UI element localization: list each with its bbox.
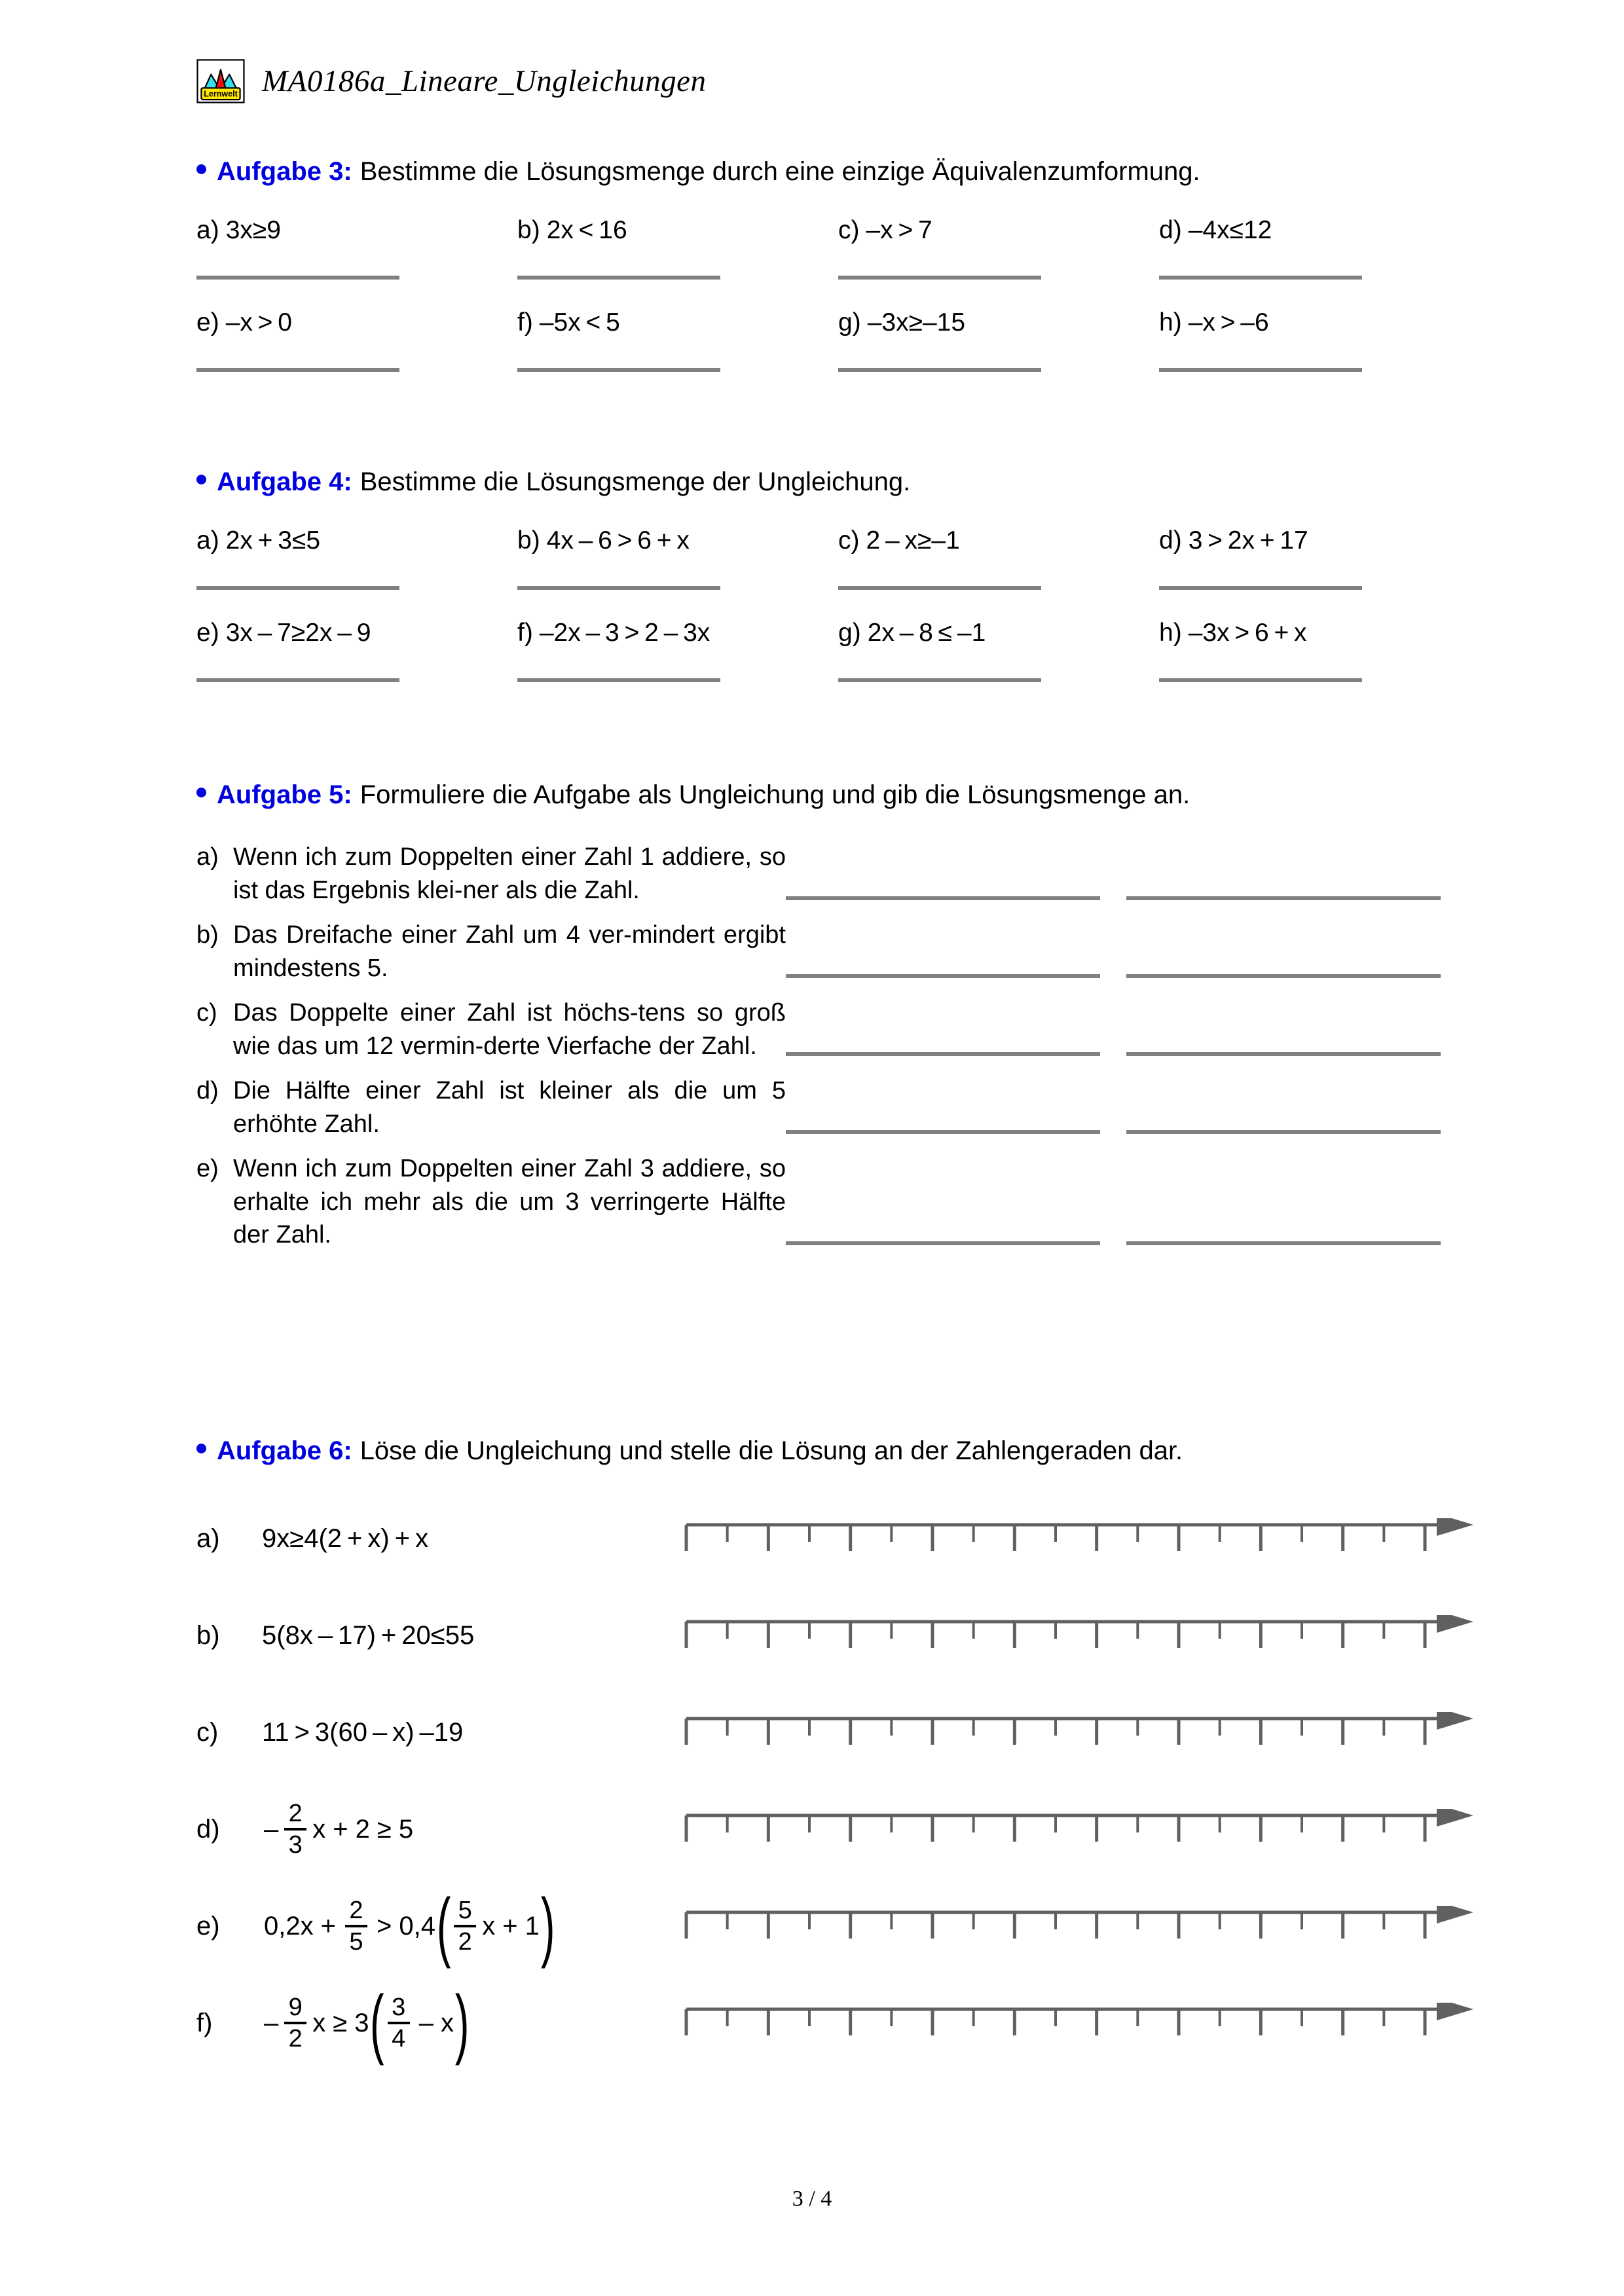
list-item xyxy=(196,996,1480,1063)
exercise-expression xyxy=(838,525,1146,557)
term: x xyxy=(312,2008,326,2037)
item-label: e) xyxy=(196,308,219,337)
operator: + xyxy=(333,1814,348,1844)
answer-line[interactable] xyxy=(786,974,1100,978)
task-3-row-2 xyxy=(196,307,1480,372)
arrowhead-icon xyxy=(1437,1809,1473,1827)
bullet-icon xyxy=(196,164,206,174)
item-label: e) xyxy=(196,1155,219,1183)
answer-line[interactable] xyxy=(1159,586,1362,590)
answer-line[interactable] xyxy=(196,586,399,590)
item-body: Wenn ich zum Doppelten einer Zahl 3 addiere, so erhalte ich mehr als die um 3 verringerte Hälfte der Zahl. xyxy=(233,1155,786,1249)
answer-line[interactable] xyxy=(196,276,399,280)
answer-line[interactable] xyxy=(1126,974,1441,978)
term: 1 xyxy=(525,1911,540,1941)
item-label: a) xyxy=(196,216,219,244)
item-label: d) xyxy=(196,1814,220,1844)
lernwelt-logo-icon xyxy=(196,59,245,103)
task-5-instruction: Formuliere die Aufgabe als Ungleichung und gib die Lösungsmenge an. xyxy=(360,780,1190,809)
number-line-container xyxy=(655,1809,1480,1850)
item-expr: 11 > 3(60 – x) –19 xyxy=(262,1717,464,1747)
item-label: c) xyxy=(838,216,860,244)
task-4-section xyxy=(196,466,1480,682)
fraction-denominator: 4 xyxy=(392,2025,406,2052)
number-line[interactable] xyxy=(681,1518,1473,1559)
answer-line[interactable] xyxy=(517,678,720,682)
answer-line[interactable] xyxy=(517,276,720,280)
item-label: h) xyxy=(1159,618,1182,647)
number-line[interactable] xyxy=(681,1712,1473,1753)
number-line-container xyxy=(655,2003,1480,2043)
operator: – xyxy=(418,2008,434,2037)
item-label: b) xyxy=(517,526,540,555)
exercise-expression xyxy=(196,1882,655,1969)
item-label: g) xyxy=(838,618,861,647)
item-body: Wenn ich zum Doppelten einer Zahl 1 addiere, so ist das Ergebnis klei-ner als die Zahl. xyxy=(233,843,786,904)
item-expr: 4x – 6 > 6 + x xyxy=(546,526,690,555)
number-line[interactable] xyxy=(681,1906,1473,1946)
task-4-heading xyxy=(196,466,1480,498)
exercise-cell xyxy=(838,525,1159,590)
item-label: a) xyxy=(196,1523,220,1553)
answer-line[interactable] xyxy=(1126,1130,1441,1134)
document-title: MA0186a_Lineare_Ungleichungen xyxy=(262,64,707,98)
answer-line[interactable] xyxy=(838,368,1041,372)
list-item xyxy=(196,1878,1480,1975)
answer-line[interactable] xyxy=(786,1052,1100,1056)
arrowhead-icon xyxy=(1437,1712,1473,1730)
term: 3 xyxy=(354,2008,369,2037)
parenthesis: ) xyxy=(454,1979,470,2066)
exercise-expression xyxy=(1159,307,1467,339)
answer-line[interactable] xyxy=(1159,368,1362,372)
answer-line[interactable] xyxy=(786,1241,1100,1245)
parenthesis: ) xyxy=(540,1882,555,1969)
answer-line[interactable] xyxy=(786,896,1100,900)
exercise-cell xyxy=(196,617,517,682)
fraction-numerator: 9 xyxy=(288,1994,303,2021)
answer-line[interactable] xyxy=(838,586,1041,590)
fraction-numerator: 2 xyxy=(288,1800,303,1827)
answer-line[interactable] xyxy=(1126,1241,1441,1245)
fraction xyxy=(284,1801,306,1857)
operator: + xyxy=(502,1911,518,1941)
list-item xyxy=(196,1152,1480,1252)
task-4-row-1 xyxy=(196,525,1480,590)
task-3-label: Aufgabe 3: xyxy=(217,157,352,186)
term: 0,2x xyxy=(264,1911,314,1941)
answer-line[interactable] xyxy=(1126,896,1441,900)
exercise-expression xyxy=(196,215,504,247)
item-expr: –x > 0 xyxy=(225,308,292,337)
exercise-expression xyxy=(196,617,504,649)
answer-line-pair xyxy=(786,1241,1480,1252)
exercise-cell xyxy=(196,215,517,280)
term: x xyxy=(482,1911,496,1941)
answer-line[interactable] xyxy=(517,368,720,372)
task-5-items xyxy=(196,841,1480,1252)
answer-line[interactable] xyxy=(196,368,399,372)
task-3-row-1 xyxy=(196,215,1480,280)
answer-line-pair xyxy=(786,1052,1480,1063)
exercise-expression xyxy=(517,525,825,557)
exercise-expression xyxy=(1159,215,1467,247)
list-item xyxy=(196,1684,1480,1781)
answer-line[interactable] xyxy=(838,678,1041,682)
task-3-section xyxy=(196,156,1480,372)
item-label: d) xyxy=(1159,526,1182,555)
answer-line[interactable] xyxy=(1126,1052,1441,1056)
answer-line[interactable] xyxy=(1159,678,1362,682)
item-expr: 2x < 16 xyxy=(546,216,627,244)
item-label: a) xyxy=(196,526,219,555)
fraction-denominator: 5 xyxy=(349,1928,363,1956)
exercise-cell xyxy=(517,307,838,372)
exercise-cell xyxy=(1159,617,1480,682)
parenthesis: ( xyxy=(436,1882,451,1969)
task-4-instruction: Bestimme die Lösungsmenge der Ungleichung. xyxy=(360,467,911,496)
item-label: f) xyxy=(517,618,533,647)
operator: > xyxy=(376,1911,392,1941)
term: 2 xyxy=(355,1814,370,1844)
item-label: c) xyxy=(196,999,217,1027)
answer-line-pair xyxy=(786,1130,1480,1140)
number-line-container xyxy=(655,1615,1480,1656)
fraction-denominator: 2 xyxy=(458,1928,472,1956)
item-body: Die Hälfte einer Zahl ist kleiner als die um 5 erhöhte Zahl. xyxy=(233,1077,786,1138)
exercise-expression xyxy=(196,307,504,339)
exercise-expression xyxy=(517,617,825,649)
exercise-cell xyxy=(1159,525,1480,590)
fraction xyxy=(454,1898,476,1954)
item-body: Das Doppelte einer Zahl ist höchs-tens so groß wie das um 12 vermin-derte Vierfache der Zahl. xyxy=(233,999,786,1060)
fraction-denominator: 2 xyxy=(288,2025,303,2052)
exercise-expression xyxy=(196,525,504,557)
operator: + xyxy=(320,1911,336,1941)
item-expr: 3x≥9 xyxy=(225,216,281,244)
logo-wordmark: Lernwelt xyxy=(204,89,238,99)
task-6-label: Aufgabe 6: xyxy=(217,1436,352,1465)
item-expr: 9x≥4(2 + x) + x xyxy=(262,1523,429,1553)
task-5-item-text xyxy=(196,1152,786,1252)
fraction xyxy=(388,1995,410,2051)
arrowhead-icon xyxy=(1437,2003,1473,2020)
item-label: h) xyxy=(1159,308,1182,337)
item-expr: –2x – 3 > 2 – 3x xyxy=(539,618,710,647)
item-label: e) xyxy=(196,618,219,647)
task-5-item-text xyxy=(196,996,786,1063)
task-5-item-text xyxy=(196,919,786,985)
item-label: d) xyxy=(196,1077,219,1105)
exercise-cell xyxy=(838,617,1159,682)
item-expr xyxy=(262,1979,470,2066)
item-body: Das Dreifache einer Zahl um 4 ver-mindert ergibt mindestens 5. xyxy=(233,921,786,982)
list-item xyxy=(196,919,1480,985)
list-item xyxy=(196,1781,1480,1878)
item-expr: –x > –6 xyxy=(1188,308,1269,337)
term: – xyxy=(264,1814,279,1844)
item-expr: 2x – 8 ≤ –1 xyxy=(867,618,986,647)
item-label: c) xyxy=(838,526,860,555)
list-item xyxy=(196,841,1480,907)
task-5-item-text xyxy=(196,1074,786,1140)
bullet-icon xyxy=(196,788,206,797)
operator: ≥ xyxy=(377,1814,392,1844)
task-6-items xyxy=(196,1490,1480,2071)
task-6-section xyxy=(196,1435,1480,2071)
list-item xyxy=(196,1975,1480,2071)
page-header xyxy=(196,59,706,103)
fraction-numerator: 5 xyxy=(458,1897,472,1924)
operator: ≥ xyxy=(333,2008,348,2037)
task-5-heading xyxy=(196,779,1480,811)
item-label: c) xyxy=(196,1717,219,1747)
item-expr: –5x < 5 xyxy=(539,308,620,337)
item-label: b) xyxy=(196,1620,220,1650)
term: 0,4 xyxy=(399,1911,435,1941)
exercise-expression xyxy=(838,215,1146,247)
exercise-expression xyxy=(838,617,1146,649)
page-footer: 3 / 4 xyxy=(792,2187,832,2211)
bullet-icon xyxy=(196,1444,206,1453)
answer-line-pair xyxy=(786,974,1480,985)
parenthesis: ( xyxy=(370,1979,384,2066)
number-line-container xyxy=(655,1906,1480,1946)
task-4-label: Aufgabe 4: xyxy=(217,467,352,496)
item-expr: 3 > 2x + 17 xyxy=(1188,526,1308,555)
task-3-heading xyxy=(196,156,1480,187)
answer-line[interactable] xyxy=(517,586,720,590)
item-label: d) xyxy=(1159,216,1182,244)
list-item xyxy=(196,1587,1480,1684)
item-label: g) xyxy=(838,308,861,337)
item-expr xyxy=(262,1882,555,1969)
task-5-item-text xyxy=(196,841,786,907)
item-label: f) xyxy=(196,2008,213,2037)
item-expr: –x > 7 xyxy=(866,216,932,244)
exercise-expression xyxy=(196,1621,655,1650)
fraction-numerator: 3 xyxy=(392,1994,406,2021)
term: 5 xyxy=(398,1814,414,1844)
item-expr: 2x + 3≤5 xyxy=(225,526,321,555)
answer-line-pair xyxy=(786,896,1480,907)
exercise-cell xyxy=(838,215,1159,280)
number-line-container xyxy=(655,1518,1480,1559)
answer-line[interactable] xyxy=(1159,276,1362,280)
task-6-instruction: Löse die Ungleichung und stelle die Lösung an der Zahlengeraden dar. xyxy=(360,1436,1183,1465)
task-5-label: Aufgabe 5: xyxy=(217,780,352,809)
answer-line[interactable] xyxy=(838,276,1041,280)
arrowhead-icon xyxy=(1437,1615,1473,1633)
exercise-expression xyxy=(196,1979,655,2066)
task-4-row-2 xyxy=(196,617,1480,682)
exercise-expression xyxy=(1159,525,1467,557)
exercise-expression xyxy=(1159,617,1467,649)
number-line[interactable] xyxy=(681,1809,1473,1850)
exercise-expression xyxy=(196,1801,655,1857)
term: – xyxy=(264,2008,279,2037)
item-expr: 2 – x≥–1 xyxy=(866,526,960,555)
item-label: a) xyxy=(196,843,219,871)
answer-line[interactable] xyxy=(786,1130,1100,1134)
item-expr: –3x≥–15 xyxy=(867,308,966,337)
list-item xyxy=(196,1490,1480,1587)
exercise-cell xyxy=(517,525,838,590)
task-3-instruction: Bestimme die Lösungsmenge durch eine einzige Äquivalenzumformung. xyxy=(360,157,1200,186)
item-expr: 3x – 7≥2x – 9 xyxy=(225,618,371,647)
exercise-expression xyxy=(517,215,825,247)
number-line[interactable] xyxy=(681,1615,1473,1656)
exercise-expression xyxy=(196,1718,655,1747)
item-label: e) xyxy=(196,1911,220,1941)
exercise-expression xyxy=(196,1524,655,1554)
exercise-cell xyxy=(1159,215,1480,280)
fraction xyxy=(284,1995,306,2051)
item-expr xyxy=(262,1801,415,1857)
item-expr: –4x≤12 xyxy=(1188,216,1272,244)
exercise-expression xyxy=(838,307,1146,339)
item-label: b) xyxy=(196,921,219,949)
item-expr: –3x > 6 + x xyxy=(1188,618,1307,647)
item-label: b) xyxy=(517,216,540,244)
exercise-cell xyxy=(838,307,1159,372)
bullet-icon xyxy=(196,475,206,484)
list-item xyxy=(196,1074,1480,1140)
exercise-cell xyxy=(517,617,838,682)
number-line[interactable] xyxy=(681,2003,1473,2043)
exercise-cell xyxy=(517,215,838,280)
exercise-expression xyxy=(517,307,825,339)
item-expr: 5(8x – 17) + 20≤55 xyxy=(262,1620,475,1650)
item-label: f) xyxy=(517,308,533,337)
task-5-section xyxy=(196,779,1480,1264)
exercise-cell xyxy=(196,307,517,372)
answer-line[interactable] xyxy=(196,678,399,682)
exercise-cell xyxy=(196,525,517,590)
fraction-denominator: 3 xyxy=(288,1831,303,1859)
exercise-cell xyxy=(1159,307,1480,372)
arrowhead-icon xyxy=(1437,1518,1473,1536)
fraction-numerator: 2 xyxy=(349,1897,363,1924)
task-6-heading xyxy=(196,1435,1480,1467)
term: x xyxy=(441,2008,454,2037)
arrowhead-icon xyxy=(1437,1906,1473,1923)
term: x xyxy=(312,1814,326,1844)
number-line-container xyxy=(655,1712,1480,1753)
fraction xyxy=(345,1898,367,1954)
